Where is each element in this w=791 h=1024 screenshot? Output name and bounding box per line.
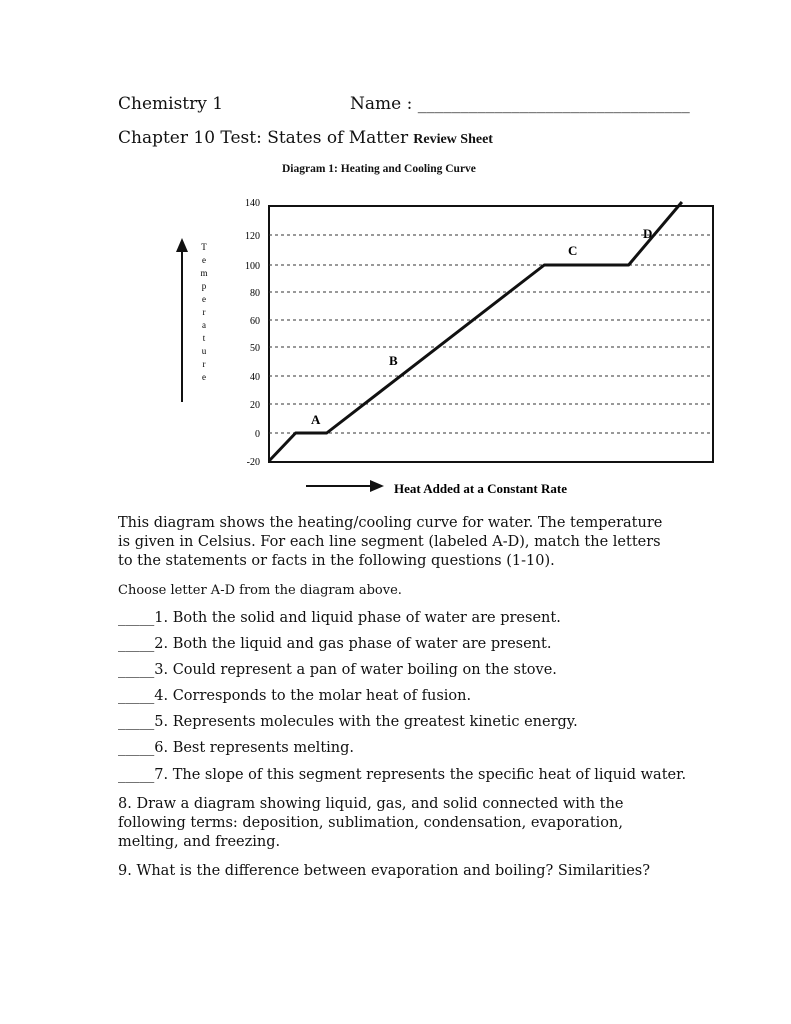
y-tick-label: 100 — [245, 261, 260, 272]
y-axis-letter: p — [201, 281, 207, 291]
question-2: _____2. Both the liquid and gas phase of water are present. — [118, 636, 552, 652]
y-tick-label: 50 — [250, 343, 260, 354]
question-6: _____6. Best represents melting. — [118, 740, 355, 756]
y-tick-label: 80 — [250, 288, 260, 299]
question-5: _____5. Represents molecules with the greatest kinetic energy. — [118, 714, 578, 730]
course-title: Chemistry 1 — [118, 94, 224, 114]
y-axis-letter: u — [201, 346, 207, 356]
test-title: Chapter 10 Test: States of Matter — [118, 128, 409, 148]
heating-curve-line — [269, 202, 682, 461]
y-axis-letter: e — [202, 372, 206, 382]
segment-label-b: B — [389, 353, 398, 368]
y-tick-label: 20 — [250, 400, 260, 411]
segment-labels — [311, 226, 652, 427]
y-tick-label: 40 — [250, 372, 260, 383]
intro-paragraph: This diagram shows the heating/cooling curve for water. The temperature is given in Celsius. For each line segment (labeled A-D), match the letters to the statements or facts in the following questions (1-10). — [118, 515, 663, 569]
question-9: 9. What is the difference between evaporation and boiling? Similarities? — [118, 863, 651, 879]
question-1: _____1. Both the solid and liquid phase of water are present. — [118, 610, 561, 626]
y-axis-letter: t — [202, 333, 206, 343]
name-field: Name : ________________________________ — [350, 94, 690, 114]
y-tick-label: 60 — [250, 316, 260, 327]
y-tick-label: -20 — [246, 457, 260, 468]
y-axis-letter: r — [202, 307, 206, 317]
y-tick-label: 0 — [255, 429, 260, 440]
heating-curve-chart — [160, 190, 740, 510]
y-tick-label: 140 — [245, 198, 260, 209]
test-title-line — [118, 128, 493, 148]
y-axis-letter: m — [200, 268, 208, 278]
segment-label-d: D — [643, 226, 653, 241]
y-axis-letter: T — [201, 242, 207, 252]
diagram-caption: Diagram 1: Heating and Cooling Curve — [282, 163, 476, 175]
x-axis-label: Heat Added at a Constant Rate — [394, 481, 567, 496]
y-axis-letter: r — [202, 359, 206, 369]
segment-label-c: C — [568, 243, 578, 258]
review-sheet-label: Review Sheet — [413, 132, 493, 147]
segment-label-a: A — [311, 412, 321, 427]
y-tick-labels — [245, 198, 260, 468]
y-axis-letter: a — [202, 320, 206, 330]
question-7: _____7. The slope of this segment represents the specific heat of liquid water. — [118, 767, 687, 783]
y-axis-letter: e — [202, 255, 206, 265]
y-axis-arrow-head — [176, 238, 188, 252]
gridlines — [269, 235, 713, 433]
question-8: 8. Draw a diagram showing liquid, gas, and solid connected with the following terms: deposition, sublimation, condensation, evaporation, melting, and freezing. — [118, 796, 624, 850]
question-3: _____3. Could represent a pan of water boiling on the stove. — [118, 662, 557, 678]
x-axis-arrow-head — [370, 480, 384, 492]
y-tick-label: 120 — [245, 231, 260, 242]
y-axis-letter: e — [202, 294, 206, 304]
y-axis-label — [200, 242, 207, 382]
instruction-text: Choose letter A-D from the diagram above. — [118, 583, 402, 598]
question-4: _____4. Corresponds to the molar heat of fusion. — [118, 688, 472, 704]
